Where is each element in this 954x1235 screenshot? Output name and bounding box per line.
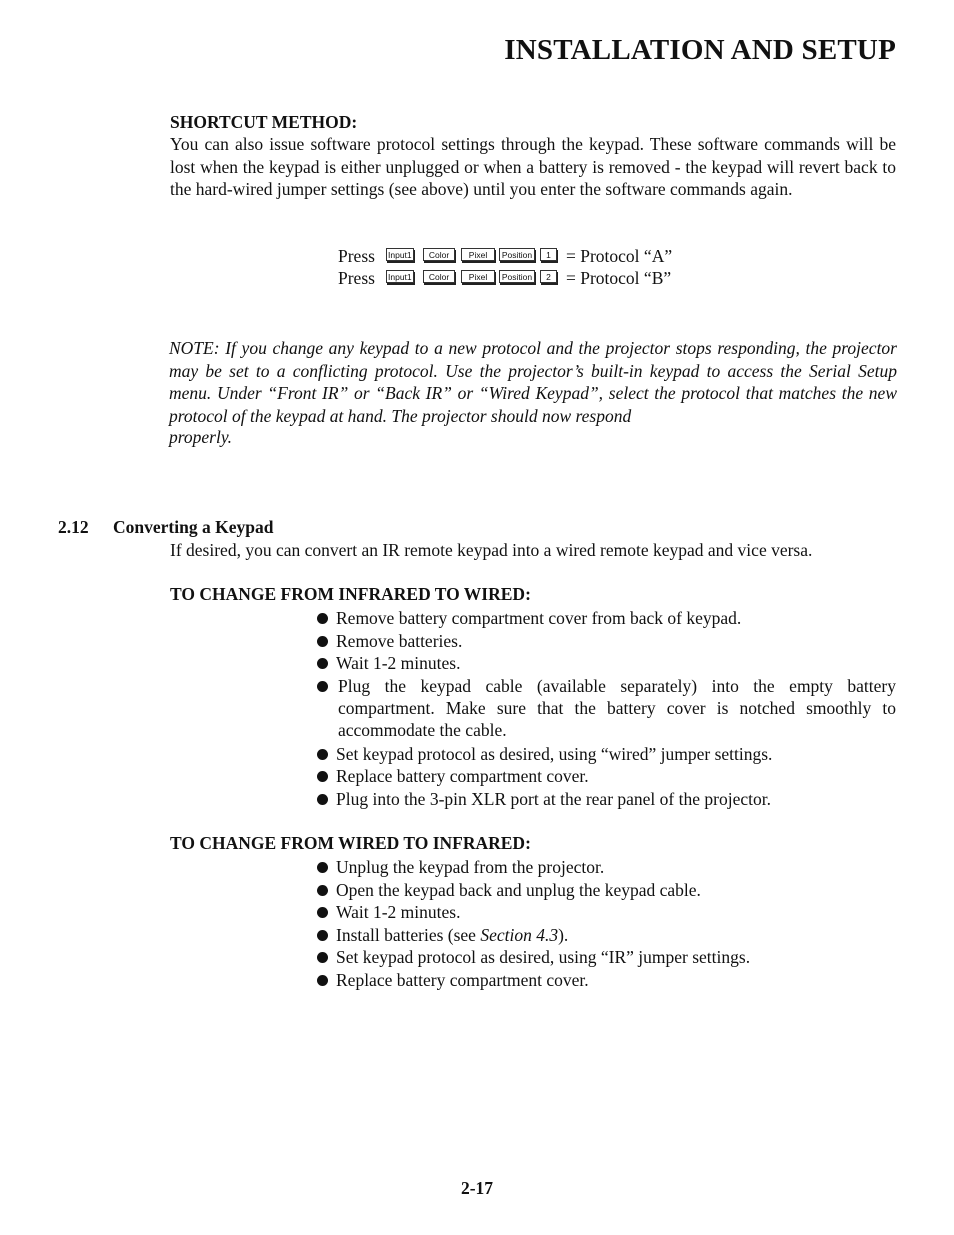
bullet-icon [317,658,328,669]
protocol-result: = Protocol “A” [566,246,673,266]
page-number: 2-17 [460,1178,494,1198]
key-sequence [386,246,566,261]
color-key: Color [423,270,455,283]
ir-to-wired-heading: TO CHANGE FROM INFRARED TO WIRED: [170,584,531,604]
page-title: INSTALLATION AND SETUP [504,34,896,66]
number-1-key: 1 [540,248,557,261]
input1-key: Input1 [386,270,414,283]
list-item: Remove batteries. [316,630,896,653]
number-2-key: 2 [540,270,557,283]
list-item: Open the keypad back and unplug the keypad cable. [316,879,896,902]
bullet-icon [317,613,328,624]
key-sequence [386,268,566,283]
section-number: 2.12 [58,517,89,537]
pixel-key: Pixel [461,248,495,261]
wired-to-ir-heading: TO CHANGE FROM WIRED TO INFRARED: [170,833,531,853]
section-reference: Section 4.3 [480,924,559,945]
bullet-icon [317,771,328,782]
press-row-a [338,246,672,268]
position-key: Position [499,270,535,283]
bullet-icon [317,794,328,805]
press-label: Press [338,246,375,266]
bullet-icon [317,681,328,692]
note-text-end: properly. [169,427,233,447]
bullet-icon [317,952,328,963]
shortcut-heading: SHORTCUT METHOD: [170,112,358,132]
note-text: NOTE: If you change any keypad to a new protocol and the projector stops responding, the projector may be set to a conflicting protocol. Use the projector’s built-in keypad to access the Serial Setup menu. Under “Front IR” or “Back IR” or “Wired Keypad”, select the protocol that matches the new protocol of the keypad at hand. The projector should now respond [169,338,897,426]
list-item: Install batteries (see Section 4.3). [316,924,896,947]
list-item: Replace battery compartment cover. [316,969,896,992]
bullet-icon [317,930,328,941]
protocol-result: = Protocol “B” [566,268,672,288]
ir-to-wired-list [316,607,896,811]
bullet-icon [317,885,328,896]
wired-to-ir-list [316,856,896,992]
list-item: Remove battery compartment cover from back of keypad. [316,607,896,630]
list-item: Plug the keypad cable (available separately) into the empty battery compartment. Make sure that the battery cover is notched smoothly to accommodate the cable. [316,675,896,741]
list-item: Unplug the keypad from the projector. [316,856,896,879]
input1-key: Input1 [386,248,414,261]
bullet-icon [317,975,328,986]
bullet-icon [317,636,328,647]
bullet-icon [317,907,328,918]
pixel-key: Pixel [461,270,495,283]
section-title: Converting a Keypad [113,517,274,537]
bullet-icon [317,862,328,873]
list-item: Wait 1-2 minutes. [316,901,896,924]
list-item: Set keypad protocol as desired, using “IR” jumper settings. [316,946,896,969]
press-row-b [338,268,672,290]
press-sequence [338,246,672,290]
list-item: Wait 1-2 minutes. [316,652,896,675]
list-item: Set keypad protocol as desired, using “wired” jumper settings. [316,743,896,766]
shortcut-body: You can also issue software protocol settings through the keypad. These software commands will be lost when the keypad is either unplugged or when a battery is removed - the keypad will revert back to the hard-wired jumper settings (see above) until you enter the software commands again. [170,134,896,200]
list-item: Plug into the 3-pin XLR port at the rear panel of the projector. [316,788,896,811]
press-label: Press [338,268,375,288]
bullet-icon [317,749,328,760]
section-intro: If desired, you can convert an IR remote keypad into a wired remote keypad and vice versa. [170,540,813,560]
color-key: Color [423,248,455,261]
position-key: Position [499,248,535,261]
list-item: Replace battery compartment cover. [316,765,896,788]
